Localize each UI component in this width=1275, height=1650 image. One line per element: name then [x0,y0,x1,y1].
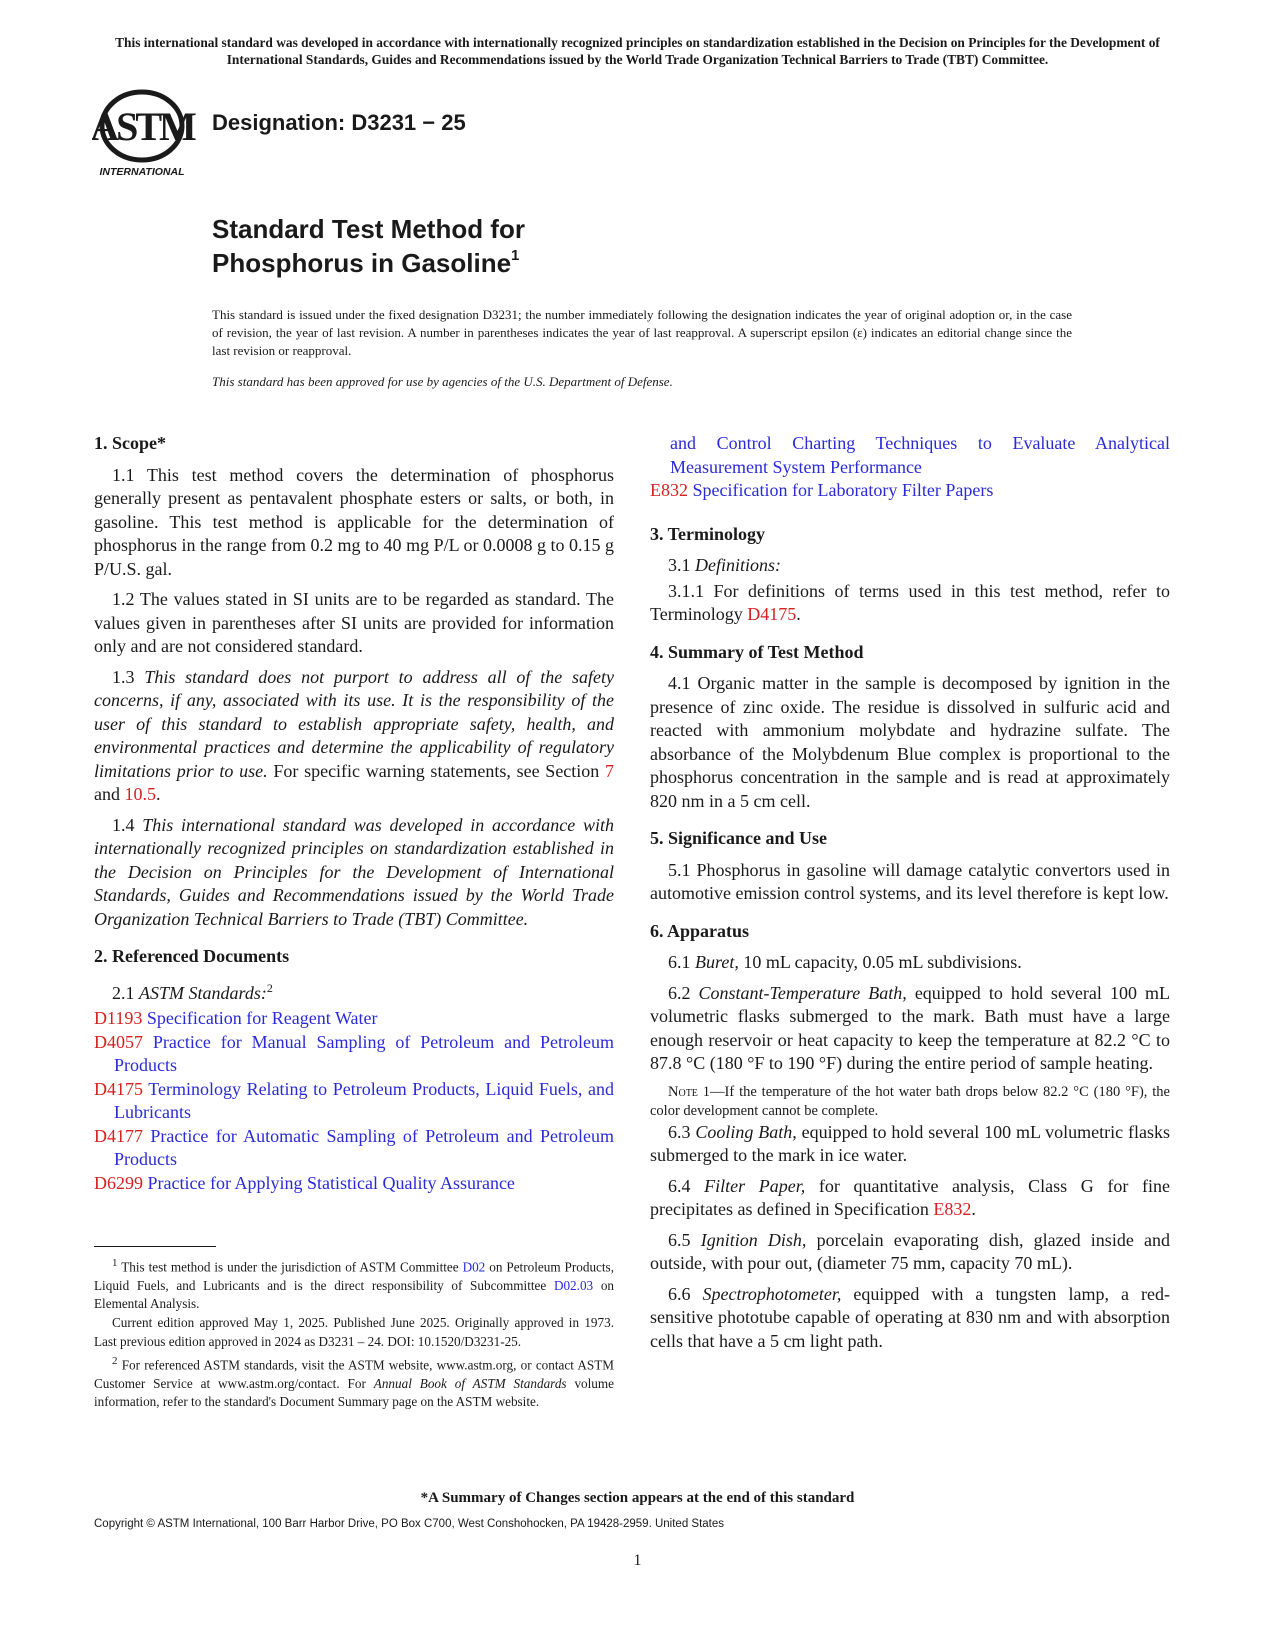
para-1-3-and: and [94,784,120,804]
ref-code[interactable]: E832 [650,480,688,500]
section-10-5-link[interactable]: 10.5 [124,784,156,804]
footnote-1 [94,1254,614,1313]
para-2-1-num: 2.1 [112,982,135,1003]
para-6-6 [650,1283,1170,1354]
para-term: Ignition Dish, [700,1229,807,1250]
para-2-1 [94,977,614,1006]
para-1-4-num: 1.4 [112,814,135,835]
para-text: equipped to hold several 100 mL volumetric flasks submerged to the mark. Bath must have a large enough reservoir or heat capacity to keep the temperature at 82.2 °C to 87.8 °C (180 °F to 190 °F) during the entire period of sample heating. [650,982,1170,1073]
section-6-heading: 6. Apparatus [650,920,750,941]
para-3-1-1: 3.1.1 For definitions of terms used in this test method, refer to Terminology D4175. [650,580,1170,624]
para-num: 6.3 [668,1121,691,1142]
para-3-1-1-text: 3.1.1 For definitions of terms used in this test method, refer to Terminology [650,580,1170,624]
committee-d02-link[interactable]: D02 [462,1259,486,1275]
para-6-3 [650,1121,1170,1168]
ref-code[interactable]: D4177 [94,1125,143,1146]
right-column [650,432,1170,1360]
note-text: —If the temperature of the hot water bath drops below 82.2 °C (180 °F), the color development cannot be complete. [650,1083,1170,1119]
ref-code[interactable]: D4057 [94,1031,143,1052]
footnote-divider [94,1246,216,1247]
para-2-1-label: ASTM Standards: [139,982,267,1003]
terminology-d4175-link[interactable]: D4175 [747,604,797,624]
para-5-1: 5.1 Phosphorus in gasoline will damage catalytic convertors used in automotive emission control systems, and its level therefore is kept low. [650,859,1170,903]
para-6-5 [650,1229,1170,1276]
ref-title[interactable]: Specification for Reagent Water [146,1008,378,1028]
specification-e832-link[interactable]: E832 [933,1199,972,1219]
astm-logo [92,86,198,178]
logo-international: INTERNATIONAL [99,166,185,178]
dod-statement: This standard has been approved for use by agencies of the U.S. Department of Defense. [212,374,673,389]
para-text: 10 mL capacity, 0.05 mL subdivisions. [743,952,1022,972]
ref-title[interactable]: Practice for Manual Sampling of Petroleum and Petroleum Products [114,1031,614,1075]
reference-d4177[interactable] [94,1125,614,1172]
section-2-heading: 2. Referenced Documents [94,946,290,966]
footnote-1-text-a: This test method is under the jurisdiction of ASTM Committee [121,1259,459,1275]
para-1-4-italic: This international standard was developed in accordance with internationally recognized principles on standardization established in the Decision on Principles for the Development of International Standards, Guides and Recommendations issued by the World Trade Organization Technical Barriers to Trade (TBT) Committee. [94,814,614,929]
logo-letters: ASTM [92,104,194,149]
para-num: 6.6 [668,1283,691,1304]
ref-title[interactable]: Specification for Laboratory Filter Papers [692,480,994,500]
title-line-1: Standard Test Method for [212,214,525,244]
para-text: porcelain evaporating dish, glazed inside and outside, with pour out, (diameter 75 mm, capacity 70 mL). [650,1229,1170,1273]
para-6-2 [650,982,1170,1076]
designation: Designation: D3231 − 25 [212,110,466,135]
section-4-heading: 4. Summary of Test Method [650,641,864,662]
para-6-1 [650,951,1170,975]
astm-logo-graphic [92,86,198,178]
note-1 [650,1083,1170,1121]
para-term: Buret, [695,952,739,972]
footnote-2 [94,1352,614,1411]
footnote-2-text-a: For referenced ASTM standards, visit the ASTM website, www.astm.org, or contact ASTM Customer Service at www.astm.org/contact. For [94,1357,614,1391]
para-1-4 [94,814,614,932]
para-1-3-num: 1.3 [112,666,135,687]
para-3-1 [650,554,1170,578]
issue-statement: This standard is issued under the fixed designation D3231; the number immediately following the designation indicates the year of original adoption or, in the case of revision, the year of last revision. A number in parentheses indicates the year of last reapproval. A superscript epsilon (ε) indicates an editorial change since the last revision or reapproval. [212,307,1072,358]
para-text: equipped to hold several 100 mL volumetric flasks submerged to the mark in ice water. [650,1121,1171,1165]
reference-e832[interactable] [650,479,1170,503]
ref-title[interactable]: Practice for Applying Statistical Quality Assurance [147,1172,515,1193]
para-3-1-num: 3.1 [668,555,691,575]
international-standard-note: This international standard was developed in accordance with internationally recognized principles on standardization established in the Decision on Principles for the Development of International Standards, Guides and Recommendations issued by the World Trade Organization Technical Barriers to Trade (TBT) Committee. [115,35,1160,67]
para-text: for quantitative analysis, Class G for fine precipitates as defined in Specification [650,1175,1170,1219]
para-term: Spectrophotometer, [702,1283,842,1304]
ref-title[interactable]: Practice for Automatic Sampling of Petroleum and Petroleum Products [114,1125,614,1169]
title-footnote-mark: 1 [511,247,520,264]
para-num: 6.4 [668,1175,691,1196]
footnote-1-edition: Current edition approved May 1, 2025. Published June 2025. Originally approved in 1973. Last previous edition approved in 2024 as D3231 – 24. DOI: 10.1520/D3231-25. [94,1315,614,1349]
para-term: Cooling Bath, [695,1121,797,1142]
reference-d6299[interactable] [94,1172,614,1196]
para-term: Filter Paper, [704,1175,806,1196]
footnotes [94,1254,614,1412]
para-num: 6.1 [668,952,691,972]
section-3-heading: 3. Terminology [650,523,766,544]
para-term: Constant-Temperature Bath, [698,982,907,1003]
footnote-2-mark: 2 [112,1354,118,1367]
footnote-1-text-c: on Elemental Analysis. [94,1277,615,1311]
para-1-2: 1.2 The values stated in SI units are to be regarded as standard. The values given in parentheses after SI units are provided for information only and are not considered standard. [94,589,614,656]
ref-title[interactable]: Terminology Relating to Petroleum Products, Liquid Fuels, and Lubricants [114,1078,614,1122]
title-text: Phosphorus in Gasoline [212,248,512,278]
footnote-1-text-b: on Petroleum Products, Liquid Fuels, and Lubricants and is the direct responsibility of Subcommittee [94,1259,614,1293]
ref-code[interactable]: D4175 [94,1078,143,1099]
para-2-1-footnote-mark: 2 [266,980,273,995]
section-7-link[interactable]: 7 [605,760,615,781]
reference-d4175[interactable] [94,1078,614,1125]
para-6-4: 6.4 Filter Paper, for quantitative analysis, Class G for fine precipitates as defined in Specification E832. [650,1175,1170,1219]
reference-d1193[interactable] [94,1007,614,1031]
para-1-3-italic: This standard does not purport to address all of the safety concerns, if any, associated with its use. It is the responsibility of the user of this standard to establish appropriate safety, health, and environmental practices and determine the applicability of regulatory limitations prior to use. [94,666,615,781]
left-column [94,432,614,1195]
page-number: 1 [633,1552,642,1569]
para-3-1-label: Definitions: [695,555,781,575]
section-5-heading: 5. Significance and Use [650,828,828,848]
para-1-3-tail: For specific warning statements, see Section [273,760,600,781]
para-4-1: 4.1 Organic matter in the sample is decomposed by ignition in the presence of zinc oxide. The residue is dissolved in sulfuric acid and reacted with ammonium molybdate and hydrazine sulfate. The absorbance of the Molybdenum Blue complex is proportional to the phosphorus concentration in the sample and is read at approximately 820 nm in a 5 cm cell. [650,673,1170,811]
footnote-2-italic: Annual Book of ASTM Standards [373,1375,567,1391]
para-1-3: 1.3 This standard does not purport to address all of the safety concerns, if any, associated with its use. It is the responsibility of the user of this standard to establish appropriate safety, health, and environmental practices and determine the applicability of regulatory limitations prior to use. For specific warning statements, see Section 7 and 10.5. [94,666,615,804]
ref-code[interactable]: D6299 [94,1172,143,1193]
para-1-1: 1.1 This test method covers the determination of phosphorus generally present as pentavalent phosphate esters or salts, or both, in gasoline. This test method is applicable for the determination of phosphorus in the range from 0.2 mg to 40 mg P/L or 0.0008 g to 0.15 g P/U.S. gal. [94,464,614,579]
title-line-2 [212,247,519,279]
subcommittee-d02-03-link[interactable]: D02.03 [553,1277,594,1293]
para-text: equipped with a tungsten lamp, a red-sensitive phototube capable of operating at 830 nm and with absorption cells that have a 5 cm light path. [650,1283,1170,1351]
para-num: 6.5 [668,1229,691,1250]
summary-of-changes-note: *A Summary of Changes section appears at the end of this standard [420,1490,855,1506]
ref-code[interactable]: D1193 [94,1008,143,1028]
copyright: Copyright © ASTM International, 100 Barr Harbor Drive, PO Box C700, West Conshohocken, PA 19428-2959. United States [94,1518,725,1530]
reference-d4057[interactable] [94,1031,614,1078]
section-1-heading: 1. Scope* [94,433,166,453]
para-num: 6.2 [668,982,691,1003]
footnote-2-text-b: volume information, refer to the standard's Document Summary page on the ASTM website. [94,1375,615,1409]
note-label: Note 1 [668,1083,711,1100]
reference-d6299-continued[interactable]: and Control Charting Techniques to Evaluate Analytical Measurement System Performance [670,433,1170,477]
footnote-1-mark: 1 [112,1257,118,1269]
